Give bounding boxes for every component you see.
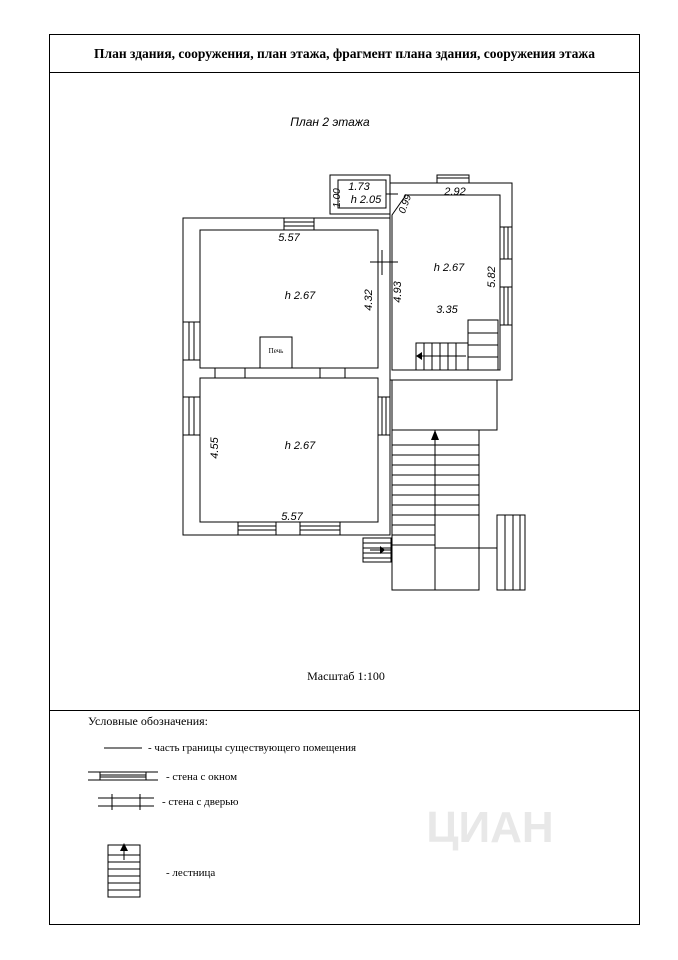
small-room-height: h 2.05 [350, 194, 382, 206]
room-nw-height: h 2.67 [284, 290, 316, 302]
door-nw-ne [370, 250, 398, 275]
legend-item-stair: - лестница [166, 867, 216, 879]
legend-stair-arrow-icon [120, 843, 128, 851]
legend-door-symbol [98, 794, 154, 810]
main-stair [392, 430, 525, 590]
small-room-width: 1.73 [348, 181, 370, 193]
room-ne-depth-left: 4.93 [392, 281, 404, 303]
room-ne-depth-right: 5.82 [486, 266, 498, 288]
legend-stair-symbol [108, 845, 140, 897]
window-east-ne-2 [500, 287, 512, 325]
room-ne-height: h 2.67 [433, 262, 465, 274]
small-room-depth: 1.00 [332, 188, 343, 208]
room-sw-depth: 4.55 [209, 437, 221, 459]
room-ne-width: 2.92 [444, 186, 466, 198]
stair-landing [392, 380, 497, 430]
small-stair [363, 538, 391, 562]
stove-label: Печь [268, 347, 284, 355]
room-nw-width: 5.57 [278, 232, 300, 244]
legend-window-symbol [88, 772, 158, 780]
legend-item-boundary: - часть границы существующего помещения [148, 742, 357, 754]
internal-stair-arrow-icon [416, 352, 422, 360]
room-nw-depth: 4.32 [363, 289, 375, 311]
internal-stair [416, 320, 498, 370]
window-east-ne-1 [500, 227, 512, 259]
door-nw-sw [215, 368, 345, 378]
room-sw-width: 5.57 [281, 511, 303, 523]
window-south-sw-2 [300, 522, 340, 535]
document-title: План здания, сооружения, план этажа, фрагмент плана здания, сооружения этажа [50, 35, 639, 73]
scale-label: Масштаб 1:100 [307, 669, 385, 683]
window-west-nw [183, 322, 200, 360]
window-east-sw [378, 397, 390, 435]
room-sw-height: h 2.67 [284, 440, 316, 452]
legend-item-window: - стена с окном [166, 771, 238, 783]
window-south-sw-1 [238, 522, 276, 535]
legend-item-door: - стена с дверью [162, 796, 239, 808]
room-ne-bottom: 3.35 [436, 304, 458, 316]
floor-title: План 2 этажа [290, 115, 370, 129]
room-ne-wall [392, 195, 500, 370]
window-north-ne [437, 175, 469, 183]
legend-title: Условные обозначения: [88, 714, 209, 728]
window-west-sw [183, 397, 200, 435]
west-block-outer-wall [183, 218, 390, 535]
window-north-nw [284, 218, 314, 230]
small-room-diag: 0.99 [397, 193, 415, 216]
watermark: ЦИАН [426, 803, 554, 852]
stair-arrow-icon [431, 430, 439, 440]
